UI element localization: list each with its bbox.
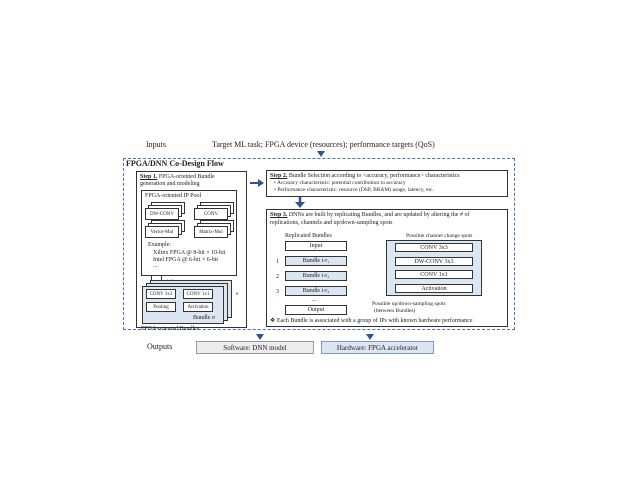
inputs-label: Inputs: [146, 140, 166, 149]
example-ellipsis: ...: [153, 263, 158, 269]
example-intel: Intel FPGA @ 6-bit × 6-bit: [153, 257, 219, 263]
detail-activation: Activation: [395, 284, 473, 293]
row-num-1: 1: [276, 259, 279, 265]
step2-bullet-1: • Accuracy characteristic: potential contribution to accuracy: [274, 180, 406, 186]
example-label: Example:: [148, 242, 171, 248]
channel-change-caption: Possible channel change spots: [406, 233, 473, 239]
bundle-row-2: Bundle i-r₂: [285, 271, 347, 281]
bundle-conv3x3: CONV 3x3: [146, 289, 176, 299]
bundle-row-3: Bundle i-r₃: [285, 286, 347, 296]
step3-heading: Step 3. DNNs are built by replicating Bundles, and are updated by altering the # of: [270, 212, 470, 218]
updown-caption: Possible up/down-sampling spots: [372, 301, 446, 307]
detail-dwconv3x3: DW-CONV 3x3: [395, 257, 473, 266]
bundle-conv1x1: CONV 1x1: [183, 289, 213, 299]
step1-text2: generation and modeling: [140, 181, 200, 187]
updown-caption-2: (between Bundles): [374, 308, 416, 314]
bundle-pooling: Pooling: [146, 302, 176, 312]
bundle-n-label: n: [236, 292, 239, 297]
step1-heading: Step 1. FPGA-oriented Bundle: [140, 174, 215, 180]
inputs-text: Target ML task; FPGA device (resources); performance targets (QoS): [212, 140, 435, 149]
bundles-caption: FPGA-oriented Bundles: [141, 326, 200, 332]
ip-matrixmul: Matrix-Mul: [194, 226, 228, 238]
bundle-rows-ellipsis: ...: [312, 297, 317, 303]
ip-vectormul: Vector-Mul: [145, 226, 179, 238]
example-xilinx: Xilinx FPGA @ 8-bit × 10-bit: [153, 250, 226, 256]
ip-conv: CONV: [194, 208, 228, 220]
bundle-activation: Activation: [183, 302, 213, 312]
replicated-bundles-label: Replicated Bundles: [285, 233, 332, 239]
ip-dwconv: DW-CONV: [145, 208, 179, 220]
software-arrow: [256, 334, 264, 340]
row-num-2: 2: [276, 274, 279, 280]
bundle-sigma-label: Bundle σ: [193, 315, 215, 321]
step3-note: ❖ Each Bundle is associated with a group of IPs with known hardware performance: [270, 318, 473, 324]
software-output-box: Software: DNN model: [196, 341, 314, 354]
input-box: Input: [285, 241, 347, 251]
ip-pool-title: FPGA-oriented IP Pool: [145, 193, 202, 199]
detail-conv1x1: CONV 1x1: [395, 270, 473, 279]
flow-title: FPGA/DNN Co-Design Flow: [126, 159, 224, 168]
hardware-arrow: [366, 334, 374, 340]
output-box: Output: [285, 305, 347, 315]
row-num-3: 3: [276, 289, 279, 295]
step3-text2: replications, channels and up/down-sampling spots: [270, 220, 393, 226]
detail-conv3x3: CONV 3x3: [395, 243, 473, 252]
bundle-row-1: Bundle i-r₁: [285, 256, 347, 266]
step2-heading: Step 2. Bundle Selection according to <accuracy, performance> characteristics: [270, 173, 460, 179]
hardware-output-box: Hardware: FPGA accelerator: [321, 341, 434, 354]
step2-bullet-2: • Performance characteristic: resource (DSP, BRAM) usage, latency, etc.: [274, 187, 434, 193]
outputs-label: Outputs: [147, 342, 173, 351]
